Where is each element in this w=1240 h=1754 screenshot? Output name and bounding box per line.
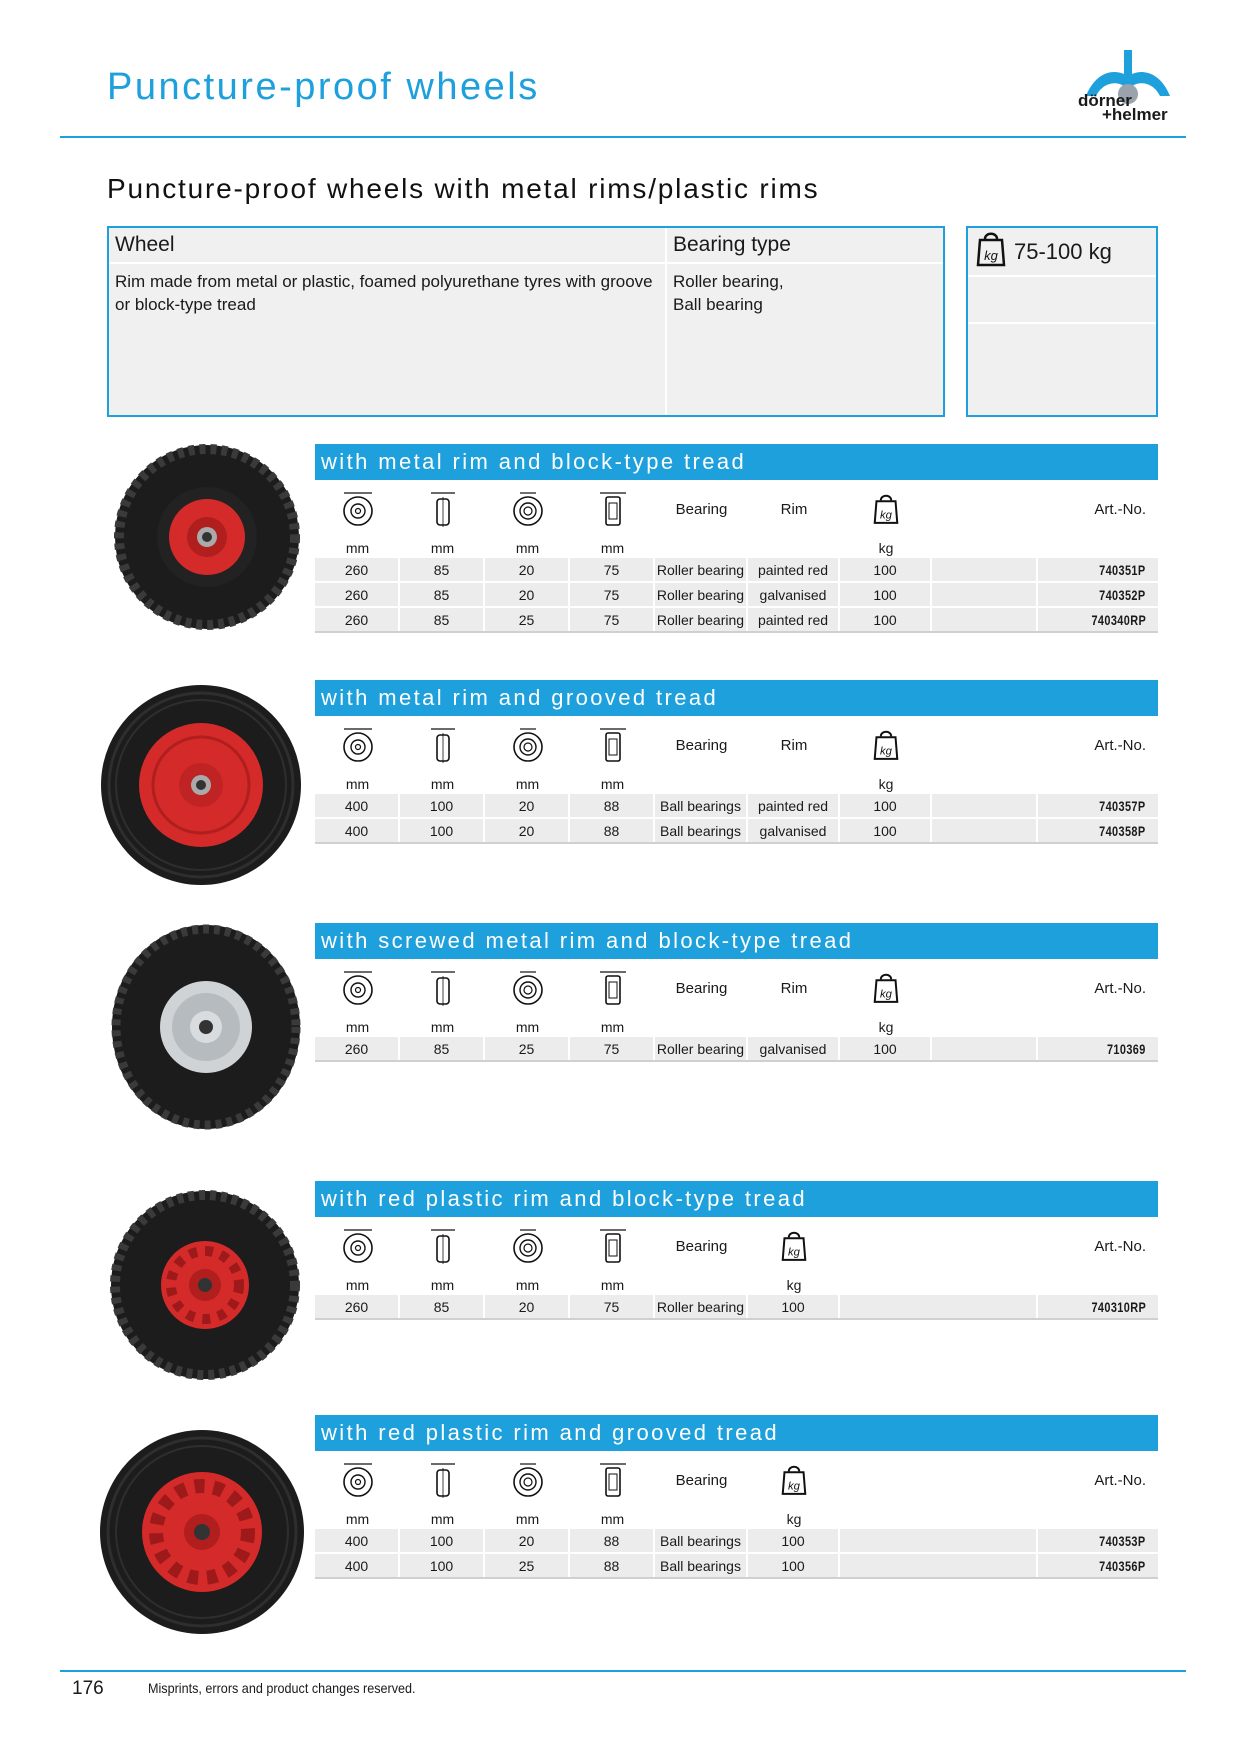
article-number xyxy=(1038,819,1158,842)
wheel-diameter-icon xyxy=(315,480,400,538)
artno-header: Art.-No. xyxy=(1094,1237,1146,1255)
wheel-header: Wheel xyxy=(109,228,665,264)
product-section xyxy=(315,1415,1158,1579)
hub-length-icon xyxy=(570,1217,655,1275)
wheel-diameter-icon xyxy=(315,1217,400,1275)
wheel-description: Rim made from metal or plastic, foamed polyurethane tyres with groove or block-type tread xyxy=(115,272,653,314)
table-cell: 100 xyxy=(840,1037,932,1060)
table-cell: 400 xyxy=(315,1529,400,1552)
hub-length-icon xyxy=(570,959,655,1017)
unit-label: mm xyxy=(430,1277,455,1293)
table-cell: Roller bearing xyxy=(655,558,748,581)
load-capacity-empty-row xyxy=(968,324,1156,371)
table-cell: 85 xyxy=(400,1037,485,1060)
table-cell: Roller bearing xyxy=(655,1037,748,1060)
spec-table xyxy=(315,1451,1158,1579)
load-capacity-row xyxy=(968,228,1156,277)
svg-text:kg: kg xyxy=(788,1246,800,1259)
wheel-image-plastic-rim-grooved xyxy=(98,1428,306,1641)
spec-table xyxy=(315,716,1158,844)
table-row xyxy=(315,794,1158,819)
table-cell: 20 xyxy=(485,1529,570,1552)
spec-table xyxy=(315,959,1158,1062)
article-number xyxy=(1038,1295,1158,1318)
unit-label: kg xyxy=(878,1019,894,1035)
info-box xyxy=(107,226,945,417)
table-cell: 100 xyxy=(400,819,485,842)
wheel-image-plastic-rim-block xyxy=(108,1188,302,1387)
table-cell: Ball bearings xyxy=(655,1554,748,1577)
unit-label: mm xyxy=(345,540,370,556)
load-capacity-value: 75-100 kg xyxy=(1014,238,1112,264)
table-cell-spacer xyxy=(840,1554,1038,1577)
unit-empty xyxy=(655,1275,748,1295)
spacer xyxy=(932,716,1038,774)
table-cell: 85 xyxy=(400,583,485,606)
table-cell: 400 xyxy=(315,1554,400,1577)
page-title: Puncture-proof wheels xyxy=(107,66,540,108)
artno-header: Art.-No. xyxy=(1094,500,1146,518)
unit-label: mm xyxy=(515,540,540,556)
table-cell: 85 xyxy=(400,558,485,581)
unit-label: mm xyxy=(600,540,625,556)
table-cell: 88 xyxy=(570,819,655,842)
article-number-text: 740358P xyxy=(1099,822,1146,839)
wheel-width-icon xyxy=(400,716,485,774)
table-units-row xyxy=(315,1509,1158,1529)
bore-diameter-icon xyxy=(485,959,570,1017)
load-capacity-box xyxy=(966,226,1158,417)
bearing-header: Bearing xyxy=(675,1471,728,1489)
load-capacity-empty-row xyxy=(968,277,1156,324)
svg-text:dörner: dörner xyxy=(1078,91,1132,110)
table-cell: 100 xyxy=(748,1554,840,1577)
svg-text:kg: kg xyxy=(880,745,892,758)
table-cell: Ball bearings xyxy=(655,1529,748,1552)
table-cell: 75 xyxy=(570,583,655,606)
bearing-header: Bearing xyxy=(675,979,728,997)
table-cell-spacer xyxy=(932,558,1038,581)
section-title: with screwed metal rim and block-type tread xyxy=(315,923,1158,959)
table-row xyxy=(315,1529,1158,1554)
unit-label: mm xyxy=(430,776,455,792)
table-header-row xyxy=(315,716,1158,774)
table-row xyxy=(315,583,1158,608)
table-cell: 260 xyxy=(315,583,400,606)
table-cell: galvanised xyxy=(748,819,840,842)
wheel-diameter-icon xyxy=(315,716,400,774)
table-cell: painted red xyxy=(748,608,840,631)
rim-header: Rim xyxy=(780,979,808,997)
wheel-width-icon xyxy=(400,1451,485,1509)
unit-label: kg xyxy=(878,776,894,792)
table-cell: 88 xyxy=(570,1529,655,1552)
table-cell: 260 xyxy=(315,558,400,581)
table-cell: Roller bearing xyxy=(655,583,748,606)
wheel-image-screwed-metal-rim xyxy=(108,922,304,1137)
table-cell: 100 xyxy=(400,794,485,817)
wheel-width-icon xyxy=(400,1217,485,1275)
unit-label: mm xyxy=(345,1019,370,1035)
bearing-header: Bearing xyxy=(675,736,728,754)
table-row xyxy=(315,819,1158,844)
bearing-line-2: Ball bearing xyxy=(673,295,763,314)
unit-label: mm xyxy=(345,776,370,792)
unit-label: mm xyxy=(600,1277,625,1293)
table-cell: Ball bearings xyxy=(655,794,748,817)
unit-empty xyxy=(840,1509,1038,1529)
table-cell-spacer xyxy=(932,794,1038,817)
brand-logo xyxy=(1072,46,1184,124)
unit-label: mm xyxy=(600,776,625,792)
svg-text:+helmer: +helmer xyxy=(1102,105,1168,124)
table-cell: 400 xyxy=(315,794,400,817)
unit-label: mm xyxy=(345,1277,370,1293)
table-cell: Roller bearing xyxy=(655,608,748,631)
spacer xyxy=(932,480,1038,538)
article-number xyxy=(1038,1529,1158,1552)
bearing-header: Bearing xyxy=(675,500,728,518)
table-cell: 20 xyxy=(485,1295,570,1318)
table-cell: 20 xyxy=(485,558,570,581)
header-rule xyxy=(60,136,1186,138)
unit-label: mm xyxy=(430,1019,455,1035)
unit-empty xyxy=(932,774,1038,794)
table-cell-spacer xyxy=(840,1295,1038,1318)
section-title: with metal rim and grooved tread xyxy=(315,680,1158,716)
table-cell: 100 xyxy=(840,608,932,631)
hub-length-icon xyxy=(570,1451,655,1509)
table-cell: 20 xyxy=(485,819,570,842)
table-cell: 100 xyxy=(400,1529,485,1552)
unit-empty xyxy=(655,1509,748,1529)
table-units-row xyxy=(315,538,1158,558)
unit-label: mm xyxy=(600,1511,625,1527)
unit-empty xyxy=(1038,774,1158,794)
unit-empty xyxy=(932,1017,1038,1037)
unit-empty xyxy=(932,538,1038,558)
wheel-width-icon xyxy=(400,480,485,538)
table-header-row xyxy=(315,959,1158,1017)
table-header-row xyxy=(315,1451,1158,1509)
unit-empty xyxy=(748,774,840,794)
bearing-header: Bearing type xyxy=(667,228,943,264)
wheel-image-metal-rim-block xyxy=(112,442,302,637)
unit-label: kg xyxy=(786,1277,802,1293)
weight-kg-icon xyxy=(840,716,932,774)
table-cell: 85 xyxy=(400,608,485,631)
article-number xyxy=(1038,583,1158,606)
unit-label: mm xyxy=(515,1277,540,1293)
bearing-description xyxy=(667,264,943,322)
table-cell-spacer xyxy=(932,608,1038,631)
table-row xyxy=(315,1295,1158,1320)
unit-empty xyxy=(840,1275,1038,1295)
table-cell: 100 xyxy=(840,558,932,581)
table-cell: 25 xyxy=(485,608,570,631)
table-cell: Ball bearings xyxy=(655,819,748,842)
table-cell: 75 xyxy=(570,1295,655,1318)
svg-text:kg: kg xyxy=(880,988,892,1001)
table-cell: 75 xyxy=(570,608,655,631)
weight-kg-icon xyxy=(976,230,1006,273)
unit-label: kg xyxy=(878,540,894,556)
table-cell: 400 xyxy=(315,819,400,842)
table-cell: 100 xyxy=(400,1554,485,1577)
bore-diameter-icon xyxy=(485,1451,570,1509)
table-row xyxy=(315,558,1158,583)
unit-label: mm xyxy=(515,1511,540,1527)
table-cell: 25 xyxy=(485,1554,570,1577)
article-number xyxy=(1038,608,1158,631)
table-cell: galvanised xyxy=(748,1037,840,1060)
table-units-row xyxy=(315,1275,1158,1295)
spacer xyxy=(840,1217,1038,1275)
table-cell: 75 xyxy=(570,558,655,581)
table-header-row xyxy=(315,1217,1158,1275)
spec-table xyxy=(315,1217,1158,1320)
table-cell: painted red xyxy=(748,558,840,581)
article-number-text: 740352P xyxy=(1099,586,1146,603)
table-cell: 260 xyxy=(315,1295,400,1318)
table-cell-spacer xyxy=(932,1037,1038,1060)
unit-label: mm xyxy=(430,1511,455,1527)
article-number xyxy=(1038,794,1158,817)
table-cell: 100 xyxy=(840,583,932,606)
hub-length-icon xyxy=(570,480,655,538)
article-number-text: 740356P xyxy=(1099,1557,1146,1574)
unit-label: mm xyxy=(515,1019,540,1035)
wheel-image-metal-rim-grooved xyxy=(98,682,304,893)
unit-label: mm xyxy=(600,1019,625,1035)
wheel-diameter-icon xyxy=(315,959,400,1017)
rim-header: Rim xyxy=(780,500,808,518)
bearing-column xyxy=(665,228,943,415)
table-cell: 100 xyxy=(748,1529,840,1552)
svg-text:kg: kg xyxy=(880,509,892,522)
unit-empty xyxy=(1038,538,1158,558)
weight-kg-icon xyxy=(748,1451,840,1509)
table-cell: 100 xyxy=(840,819,932,842)
spec-table xyxy=(315,480,1158,633)
unit-empty xyxy=(655,538,748,558)
table-cell: 100 xyxy=(748,1295,840,1318)
table-cell-spacer xyxy=(932,819,1038,842)
spacer xyxy=(932,959,1038,1017)
artno-header: Art.-No. xyxy=(1094,1471,1146,1489)
table-header-row xyxy=(315,480,1158,538)
weight-kg-icon xyxy=(748,1217,840,1275)
table-units-row xyxy=(315,774,1158,794)
section-title: with red plastic rim and grooved tread xyxy=(315,1415,1158,1451)
footer-note: Misprints, errors and product changes reserved. xyxy=(148,1680,416,1696)
table-cell: 100 xyxy=(840,794,932,817)
wheel-diameter-icon xyxy=(315,1451,400,1509)
table-cell: 260 xyxy=(315,1037,400,1060)
article-number-text: 740353P xyxy=(1099,1532,1146,1549)
article-number-text: 740351P xyxy=(1099,561,1146,578)
unit-empty xyxy=(748,538,840,558)
article-number-text: 740310RP xyxy=(1091,1298,1146,1315)
unit-empty xyxy=(655,774,748,794)
table-cell: 88 xyxy=(570,1554,655,1577)
unit-empty xyxy=(1038,1509,1158,1529)
article-number xyxy=(1038,558,1158,581)
bearing-header: Bearing xyxy=(675,1237,728,1255)
table-cell: painted red xyxy=(748,794,840,817)
article-number-text: 710369 xyxy=(1107,1040,1146,1057)
bore-diameter-icon xyxy=(485,480,570,538)
table-cell-spacer xyxy=(932,583,1038,606)
table-cell: 25 xyxy=(485,1037,570,1060)
table-cell: 75 xyxy=(570,1037,655,1060)
product-section xyxy=(315,444,1158,633)
hub-length-icon xyxy=(570,716,655,774)
table-cell: galvanised xyxy=(748,583,840,606)
bore-diameter-icon xyxy=(485,716,570,774)
unit-label: mm xyxy=(345,1511,370,1527)
weight-kg-icon xyxy=(840,959,932,1017)
table-cell: 85 xyxy=(400,1295,485,1318)
unit-label: kg xyxy=(786,1511,802,1527)
artno-header: Art.-No. xyxy=(1094,979,1146,997)
bore-diameter-icon xyxy=(485,1217,570,1275)
table-cell: 88 xyxy=(570,794,655,817)
svg-text:kg: kg xyxy=(788,1480,800,1493)
table-row xyxy=(315,1554,1158,1579)
rim-header: Rim xyxy=(780,736,808,754)
weight-kg-icon xyxy=(840,480,932,538)
artno-header: Art.-No. xyxy=(1094,736,1146,754)
wheel-width-icon xyxy=(400,959,485,1017)
product-section xyxy=(315,680,1158,844)
section-title: with red plastic rim and block-type tread xyxy=(315,1181,1158,1217)
unit-empty xyxy=(748,1017,840,1037)
section-title: with metal rim and block-type tread xyxy=(315,444,1158,480)
unit-empty xyxy=(1038,1017,1158,1037)
unit-empty xyxy=(655,1017,748,1037)
article-number xyxy=(1038,1554,1158,1577)
section-heading: Puncture-proof wheels with metal rims/plastic rims xyxy=(107,173,820,204)
product-section xyxy=(315,1181,1158,1320)
unit-label: mm xyxy=(430,540,455,556)
table-cell: 20 xyxy=(485,794,570,817)
table-row xyxy=(315,608,1158,633)
article-number xyxy=(1038,1037,1158,1060)
product-section xyxy=(315,923,1158,1062)
table-cell-spacer xyxy=(840,1529,1038,1552)
footer-rule xyxy=(60,1670,1186,1672)
unit-label: mm xyxy=(515,776,540,792)
spacer xyxy=(840,1451,1038,1509)
table-cell: Roller bearing xyxy=(655,1295,748,1318)
unit-empty xyxy=(1038,1275,1158,1295)
table-cell: 260 xyxy=(315,608,400,631)
article-number-text: 740357P xyxy=(1099,797,1146,814)
table-units-row xyxy=(315,1017,1158,1037)
table-cell: 20 xyxy=(485,583,570,606)
table-row xyxy=(315,1037,1158,1062)
page-number: 176 xyxy=(72,1678,104,1699)
wheel-column xyxy=(109,228,665,415)
svg-text:kg: kg xyxy=(984,248,998,263)
bearing-line-1: Roller bearing, xyxy=(673,272,784,291)
article-number-text: 740340RP xyxy=(1091,611,1146,628)
